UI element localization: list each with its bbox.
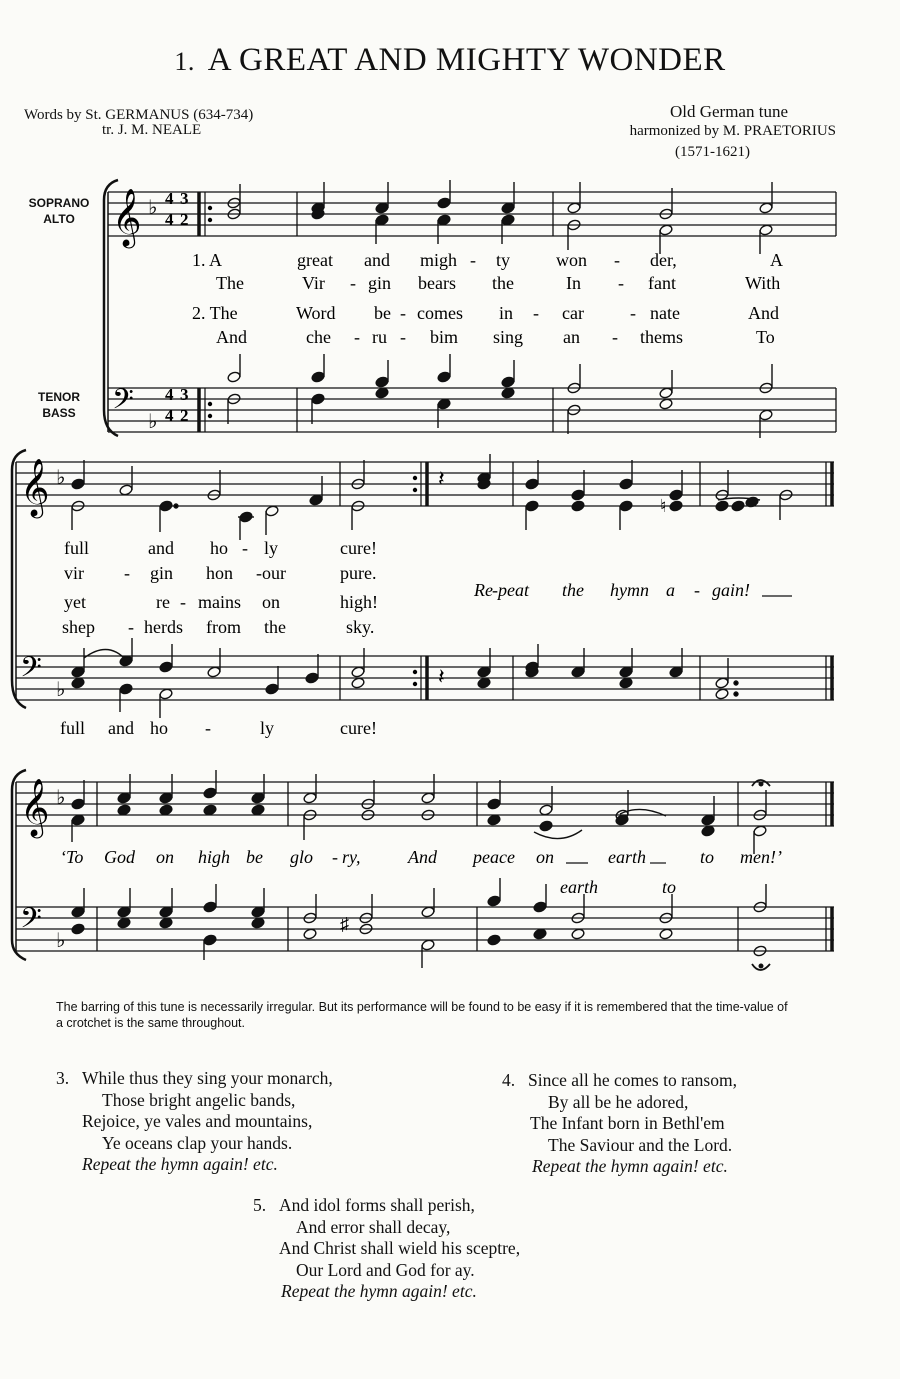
bass-clef-icon: 𝄢 xyxy=(20,653,42,690)
verse1-line-a xyxy=(64,538,377,558)
lyric-syllable: full xyxy=(64,538,89,558)
lyric-syllable: A xyxy=(770,250,783,270)
lyric-syllable: be xyxy=(246,847,263,867)
treble-notes xyxy=(227,180,773,254)
lyric-syllable: sky. xyxy=(346,617,375,637)
verse-line: Our Lord and God for ay. xyxy=(296,1259,475,1280)
quarter-rest-icon: 𝄽 xyxy=(438,664,445,689)
lyric-syllable: ty xyxy=(496,250,511,270)
lyric-syllable: yet xyxy=(64,592,86,612)
lyric-syllable: ly xyxy=(260,718,275,738)
time-signature-upper xyxy=(165,189,189,229)
lyric-syllable: gin xyxy=(150,563,174,583)
lyric-syllable: ho xyxy=(150,718,168,738)
verse-5 xyxy=(253,1195,653,1303)
lyric-syllable: on xyxy=(536,847,554,867)
treble-staff xyxy=(16,462,834,506)
lyric-syllable: on xyxy=(262,592,280,612)
harmonizer-dates: (1571-1621) xyxy=(675,144,750,160)
lyric-syllable: Vir xyxy=(302,273,325,293)
hymn-title xyxy=(0,42,900,79)
bass-clef-icon: 𝄢 xyxy=(20,904,42,941)
lyric-syllable: and xyxy=(364,250,390,270)
lyric-syllable: - xyxy=(630,303,636,323)
lyric-syllable: And xyxy=(748,303,779,323)
lyric-syllable: full xyxy=(60,718,85,738)
bass-label: BASS xyxy=(42,406,76,420)
flat-icon: ♭ xyxy=(56,930,66,952)
bass-notes xyxy=(227,354,773,438)
lyric-syllable: earth xyxy=(608,847,646,867)
verse-line: Ye oceans clap your hands. xyxy=(102,1132,293,1153)
lyric-syllable: great xyxy=(297,250,333,270)
harmonizer-credit: harmonized by M. PRAETORIUS xyxy=(629,123,836,139)
lyric-syllable: to xyxy=(700,847,715,867)
lyric-syllable: And xyxy=(408,847,437,867)
flat-icon: ♭ xyxy=(56,787,66,809)
lyric-syllable: ru xyxy=(372,327,387,347)
lyric-syllable: To xyxy=(756,327,775,347)
lyric-syllable: ho xyxy=(210,538,228,558)
lyric-syllable: - xyxy=(180,592,186,612)
lyrics-system-1 xyxy=(192,250,783,347)
lyric-syllable: - xyxy=(332,847,338,867)
lyrics-system-3 xyxy=(60,847,782,897)
verse-refrain: Repeat the hymn again! etc. xyxy=(532,1156,728,1176)
lyric-syllable: bears xyxy=(418,273,456,293)
verse1-line-a xyxy=(192,250,783,270)
time-sig-bottom-1: 4 xyxy=(165,210,174,229)
verse2-line-b xyxy=(62,617,374,637)
lyric-syllable: - xyxy=(533,303,539,323)
words-credit: Words by St. GERMANUS (634-734) xyxy=(24,107,254,123)
lyric-syllable: comes xyxy=(417,303,463,323)
lyric-syllable: high xyxy=(198,847,231,867)
hymn-number: 1. xyxy=(174,47,195,76)
lower-voice-lyrics xyxy=(60,718,377,738)
lyric-syllable: And xyxy=(216,327,247,347)
tenor-label: TENOR xyxy=(38,390,80,404)
bass-staff xyxy=(16,907,834,951)
lyric-syllable: gin xyxy=(368,273,392,293)
lyric-syllable: - xyxy=(205,718,211,738)
lyric-syllable: With xyxy=(745,273,781,293)
lyric-syllable: high! xyxy=(340,592,378,612)
treble-clef-icon: 𝄞 xyxy=(112,189,142,245)
time-sig-top-1: 4 xyxy=(165,385,174,404)
lyric-syllable: God xyxy=(104,847,135,867)
bass-staff xyxy=(16,656,834,700)
lyric-syllable: an xyxy=(563,327,580,347)
lyric-syllable: ly xyxy=(264,538,279,558)
verse-line: Rejoice, ye vales and mountains, xyxy=(82,1111,313,1131)
lyric-syllable: fant xyxy=(648,273,676,293)
verse-number: 3. xyxy=(56,1068,70,1088)
verse-line: And error shall decay, xyxy=(296,1216,451,1237)
verse1-line-b xyxy=(64,563,376,583)
lyric-syllable: re xyxy=(156,592,170,612)
flat-icon: ♭ xyxy=(148,197,158,219)
lyric-syllable: car xyxy=(562,303,584,323)
lyric-syllable: vir xyxy=(64,563,84,583)
barring-footnote: The barring of this tune is necessarily irregular. But its performance will be found to be easy if it is remembered that the time-value of a crotchet is the same throughout. xyxy=(56,1000,788,1030)
verse2-line-a xyxy=(64,592,378,612)
verse-line: Those bright angelic bands, xyxy=(102,1089,296,1110)
lyric-syllable: - xyxy=(128,617,134,637)
verse-line: The Infant born in Bethl'em xyxy=(530,1113,725,1133)
flat-icon: ♭ xyxy=(56,679,66,701)
lyric-syllable: peace xyxy=(473,847,515,867)
lyric-syllable: - xyxy=(614,250,620,270)
lyric-syllable: Re xyxy=(474,580,493,600)
treble-staff xyxy=(108,192,836,236)
lyric-syllable: mains xyxy=(198,592,241,612)
natural-icon: ♮ xyxy=(660,496,667,516)
time-sig-top-2: 3 xyxy=(180,385,189,404)
lyric-syllable: a xyxy=(666,580,675,600)
verse-number: 4. xyxy=(502,1070,516,1090)
lyric-syllable: hymn xyxy=(610,580,649,600)
lyric-syllable: - xyxy=(242,538,248,558)
lyric-syllable: won xyxy=(556,250,587,270)
treble-notes xyxy=(71,454,793,540)
lyric-syllable: from xyxy=(206,617,241,637)
music-system-1 xyxy=(0,170,900,440)
verse-line: While thus they sing your monarch, xyxy=(82,1068,333,1088)
lyric-syllable: The xyxy=(216,273,244,293)
lyric-syllable: - xyxy=(694,580,700,600)
lyric-syllable: on xyxy=(156,847,174,867)
lyric-syllable: and xyxy=(108,718,134,738)
lyric-syllable: - xyxy=(354,327,360,347)
translator-credit: tr. J. M. NEALE xyxy=(102,122,202,138)
time-sig-bottom-2: 2 xyxy=(180,210,189,229)
quarter-rest-icon: 𝄽 xyxy=(438,466,445,491)
lyric-syllable: - xyxy=(612,327,618,347)
lyric-syllable: cure! xyxy=(340,538,377,558)
lyrics-system-2 xyxy=(60,538,792,738)
lyric-syllable: thems xyxy=(640,327,683,347)
lyric-syllable: - xyxy=(350,273,356,293)
lyric-syllable: che xyxy=(306,327,331,347)
lyric-syllable: In xyxy=(566,273,581,293)
lyric-syllable: herds xyxy=(144,617,183,637)
time-sig-top-1: 4 xyxy=(165,189,174,208)
sharp-icon: ♯ xyxy=(340,914,349,934)
verse-line: And idol forms shall perish, xyxy=(279,1195,475,1215)
verse-line: Since all he comes to ransom, xyxy=(528,1070,737,1090)
lyric-syllable: the xyxy=(562,580,584,600)
lyric-syllable: - xyxy=(400,327,406,347)
lyric-syllable: - xyxy=(124,563,130,583)
verse2-line-a xyxy=(192,303,779,323)
lyric-syllable: cure! xyxy=(340,718,377,738)
lyric-syllable: sing xyxy=(493,327,524,347)
lyric-syllable: the xyxy=(264,617,286,637)
lyric-syllable: shep xyxy=(62,617,95,637)
lyric-syllable: the xyxy=(492,273,514,293)
lyric-syllable: gain! xyxy=(712,580,750,600)
music-system-2 xyxy=(0,440,900,740)
lyric-syllable: 1. A xyxy=(192,250,223,270)
hymn-title-text: A GREAT AND MIGHTY WONDER xyxy=(207,42,726,78)
lyric-syllable: - xyxy=(256,563,262,583)
bass-clef-icon: 𝄢 xyxy=(112,385,134,422)
lyric-syllable: migh xyxy=(420,250,458,270)
treble-clef-icon: 𝄞 xyxy=(20,459,50,515)
verse1-line-b xyxy=(216,273,780,293)
verse-3 xyxy=(56,1068,436,1176)
lyric-syllable: bim xyxy=(430,327,459,347)
lyric-syllable: to xyxy=(662,877,677,897)
lyric-syllable: nate xyxy=(650,303,680,323)
verse2-line-b xyxy=(216,327,775,347)
lyric-syllable: glo xyxy=(290,847,314,867)
alto-label: ALTO xyxy=(43,212,75,226)
lyric-syllable: 2. The xyxy=(192,303,238,323)
flat-icon: ♭ xyxy=(56,467,66,489)
music-system-3 xyxy=(0,760,900,985)
time-sig-top-2: 3 xyxy=(180,189,189,208)
repeat-sign xyxy=(413,462,427,700)
flat-icon: ♭ xyxy=(148,411,158,433)
soprano-label: SOPRANO xyxy=(28,196,90,210)
lyric-syllable: men!’ xyxy=(740,847,782,867)
verse-number: 5. xyxy=(253,1195,267,1215)
bass-staff xyxy=(108,388,836,432)
lyric-syllable: be xyxy=(374,303,391,323)
lyric-syllable: our xyxy=(262,563,286,583)
lyric-syllable: - xyxy=(470,250,476,270)
lyric-syllable: der, xyxy=(650,250,677,270)
verse-line: By all be he adored, xyxy=(548,1091,689,1112)
lyric-syllable: Word xyxy=(296,303,336,323)
refrain-line xyxy=(473,580,792,600)
lyric-syllable: - xyxy=(618,273,624,293)
verse-line: And Christ shall wield his sceptre, xyxy=(279,1238,521,1258)
lyric-syllable: hon xyxy=(206,563,233,583)
lyric-syllable: and xyxy=(148,538,174,558)
tune-credit: Old German tune xyxy=(669,102,788,121)
lyric-syllable: ‘To xyxy=(60,847,84,867)
lyric-syllable: in xyxy=(499,303,514,323)
verse-refrain: Repeat the hymn again! etc. xyxy=(82,1154,278,1174)
lyric-syllable: - xyxy=(400,303,406,323)
time-sig-bottom-2: 2 xyxy=(180,406,189,425)
lyric-syllable: -peat xyxy=(492,580,529,600)
time-signature-lower xyxy=(165,385,189,425)
time-sig-bottom-1: 4 xyxy=(165,406,174,425)
lyric-syllable: pure. xyxy=(340,563,377,583)
lyric-syllable: earth xyxy=(560,877,598,897)
lyric-syllable: ry, xyxy=(342,847,361,867)
treble-clef-icon: 𝄞 xyxy=(20,779,50,835)
verse-refrain: Repeat the hymn again! etc. xyxy=(281,1281,477,1301)
verse-4 xyxy=(502,1070,882,1178)
verse-line: The Saviour and the Lord. xyxy=(548,1134,733,1155)
